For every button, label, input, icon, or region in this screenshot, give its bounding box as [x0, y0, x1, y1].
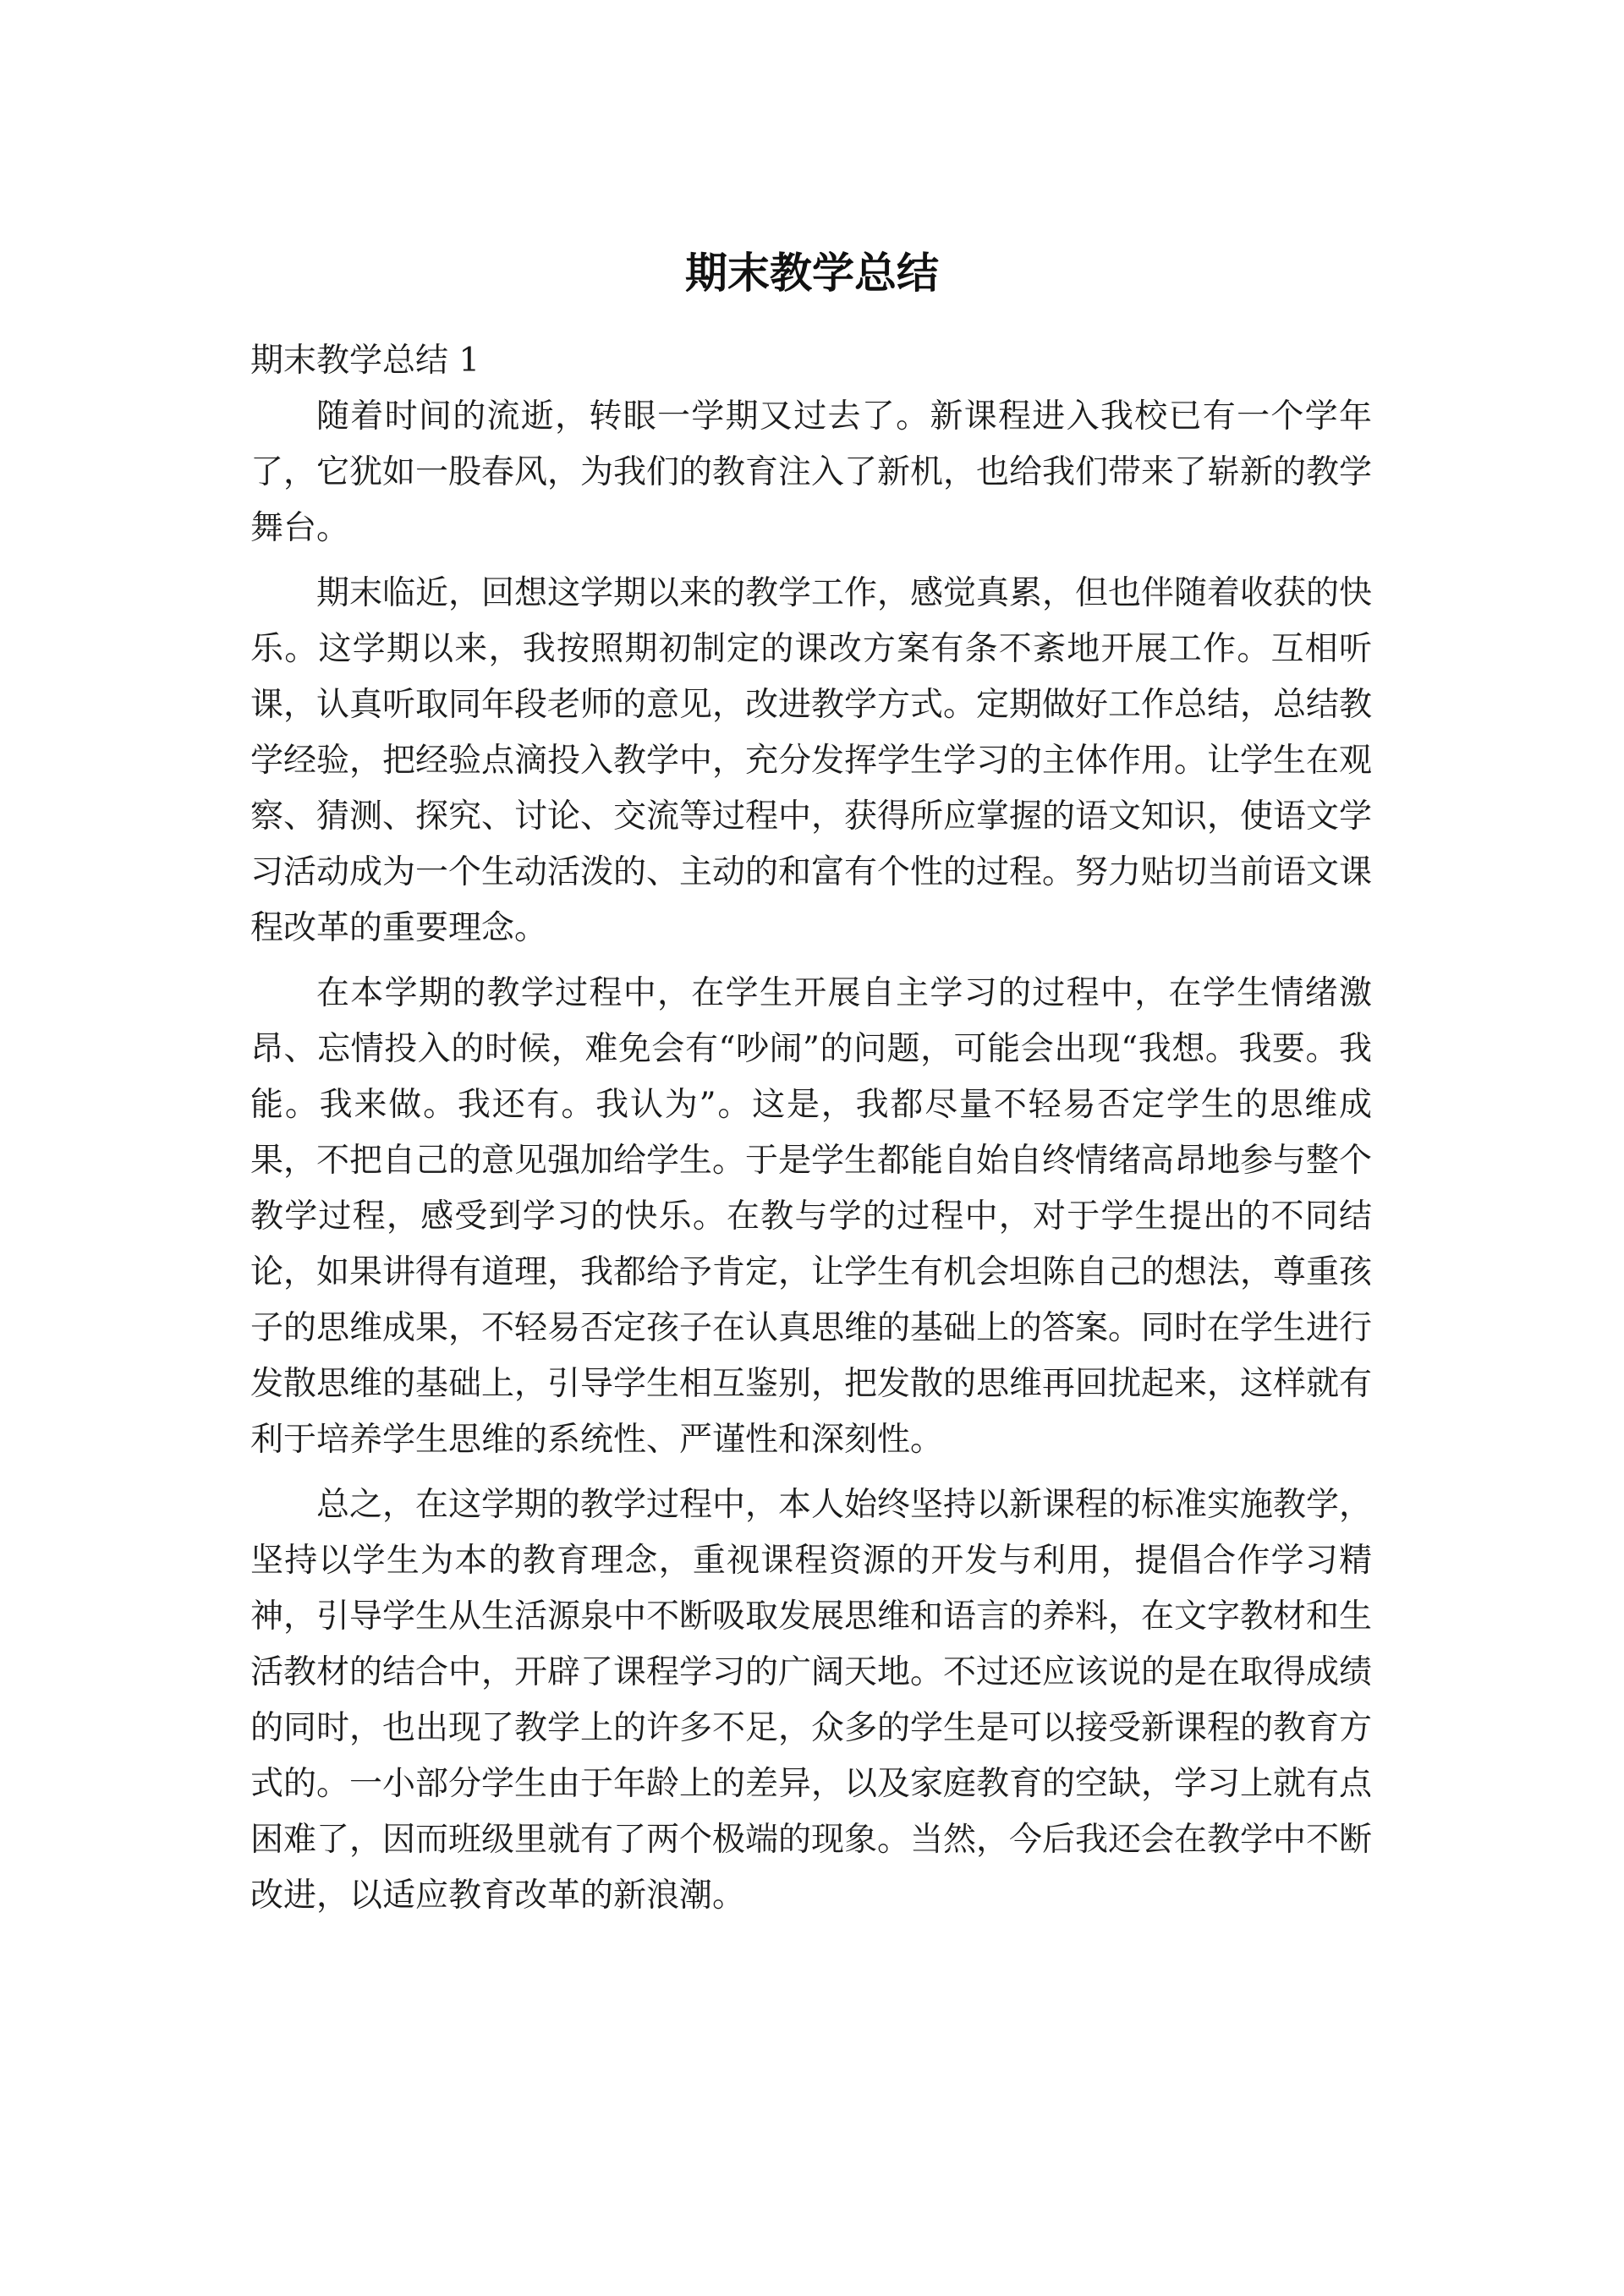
paragraph: 期末临近，回想这学期以来的教学工作，感觉真累，但也伴随着收获的快乐。这学期以来，我按照期初制定的课改方案有条不紊地开展工作。互相听课，认真听取同年段老师的意见，改进教学方式。定期做好工作总结，总结教学经验，把经验点滴投入教学中，充分发挥学生学习的主体作用。让学生在观察、猜测、探究、讨论、交流等过程中，获得所应掌握的语文知识，使语文学习活动成为一个生动活泼的、主动的和富有个性的过程。努力贴切当前语文课程改革的重要理念。 [250, 574, 1373, 947]
document-title: 期末教学总结 [685, 249, 939, 298]
document-body [250, 333, 1372, 1924]
section-heading: 期末教学总结 1 [250, 342, 480, 380]
paragraph: 总之，在这学期的教学过程中，本人始终坚持以新课程的标准实施教学，坚持以学生为本的教育理念，重视课程资源的开发与利用，提倡合作学习精神，引导学生从生活源泉中不断吸取发展思维和语言的养料，在文字教材和生活教材的结合中，开辟了课程学习的广阔天地。不过还应该说的是在取得成绩的同时，也出现了教学上的许多不足，众多的学生是可以接受新课程的教育方式的。一小部分学生由于年龄上的差异，以及家庭教育的空缺，学习上就有点困难了，因而班级里就有了两个极端的现象。当然，今后我还会在教学中不断改进，以适应教育改革的新浪潮。 [250, 1486, 1373, 1915]
paragraph: 随着时间的流逝，转眼一学期又过去了。新课程进入我校已有一个学年了，它犹如一股春风，为我们的教育注入了新机，也给我们带来了崭新的教学舞台。 [250, 397, 1373, 547]
paragraph: 在本学期的教学过程中，在学生开展自主学习的过程中，在学生情绪激昂、忘情投入的时候，难免会有“吵闹”的问题，可能会出现“我想。我要。我能。我来做。我还有。我认为”。这是，我都尽量不轻易否定学生的思维成果，不把自己的意见强加给学生。于是学生都能自始自终情绪高昂地参与整个教学过程，感受到学习的快乐。在教与学的过程中，对于学生提出的不同结论，如果讲得有道理，我都给予肯定，让学生有机会坦陈自己的想法，尊重孩子的思维成果，不轻易否定孩子在认真思维的基础上的答案。同时在学生进行发散思维的基础上，引导学生相互鉴别，把发散的思维再回扰起来，这样就有利于培养学生思维的系统性、严谨性和深刻性。 [250, 974, 1373, 1459]
